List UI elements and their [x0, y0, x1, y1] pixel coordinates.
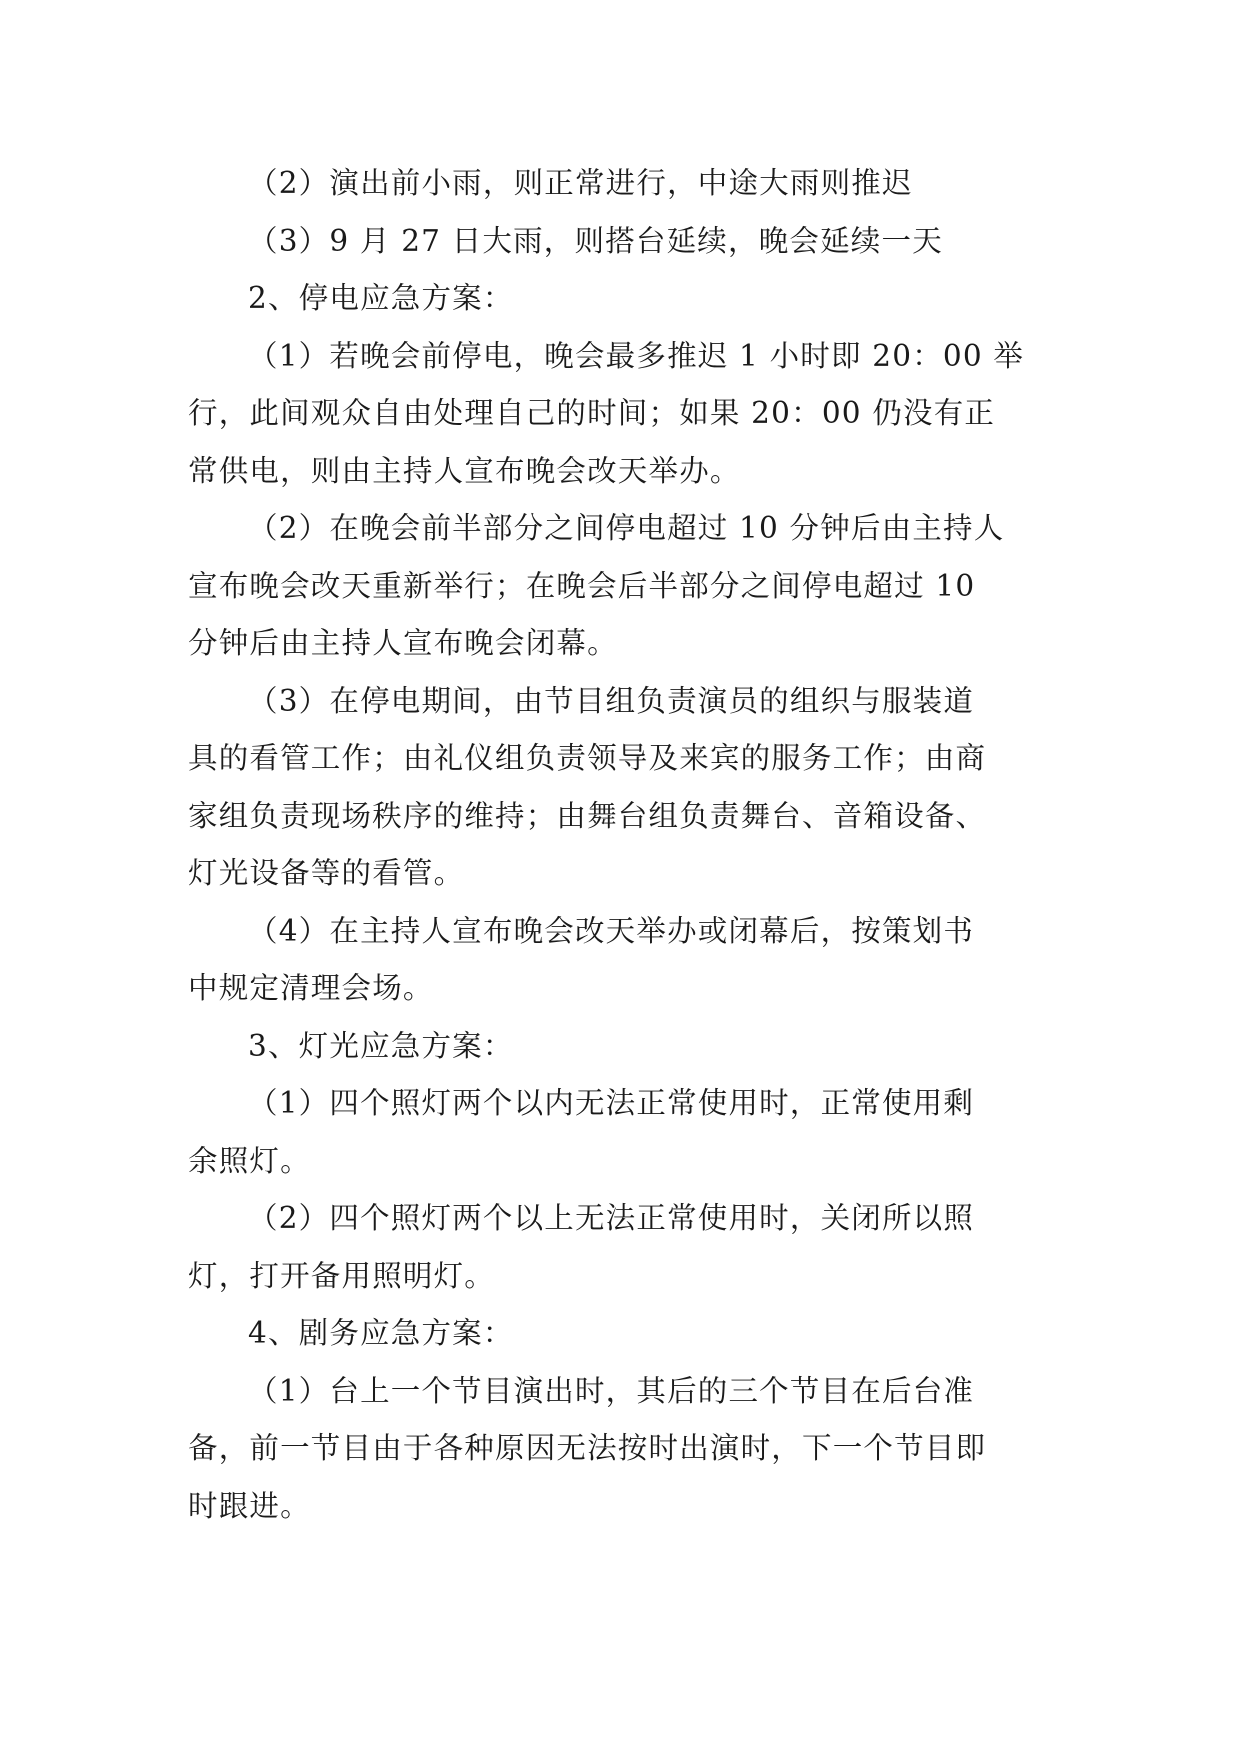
document-body: [188, 155, 1078, 1535]
text-line: 余照灯。: [188, 1143, 311, 1178]
text-line: （1）若晚会前停电，晚会最多推迟 1 小时即 20：00 举: [248, 338, 1025, 373]
text-line: 行，此间观众自由处理自己的时间；如果 20：00 仍没有正: [188, 396, 996, 430]
text-line: 家组负责现场秩序的维持；由舞台组负责舞台、音箱设备、: [188, 798, 987, 833]
text-line: （2）在晚会前半部分之间停电超过 10 分钟后由主持人: [248, 511, 1005, 545]
text-line: （1）四个照灯两个以内无法正常使用时，正常使用剩: [248, 1086, 975, 1120]
text-line: 中规定清理会场。: [188, 971, 434, 1005]
text-line: 宣布晚会改天重新举行；在晚会后半部分之间停电超过 10: [188, 568, 976, 603]
text-line: 灯，打开备用照明灯。: [188, 1258, 496, 1293]
section-heading: 4、剧务应急方案：: [248, 1316, 514, 1350]
text-line: 常供电，则由主持人宣布晚会改天举办。: [188, 453, 741, 488]
text-line: 备，前一节目由于各种原因无法按时出演时，下一个节目即: [188, 1431, 987, 1465]
text-line: （2）演出前小雨，则正常进行，中途大雨则推迟: [248, 166, 913, 200]
text-line: 具的看管工作；由礼仪组负责领导及来宾的服务工作；由商: [188, 741, 987, 775]
section-heading: 2、停电应急方案：: [248, 281, 514, 315]
text-line: 分钟后由主持人宣布晚会闭幕。: [188, 626, 618, 660]
section-heading: 3、灯光应急方案：: [248, 1028, 514, 1063]
text-line: 灯光设备等的看管。: [188, 856, 465, 890]
text-line: （1）台上一个节目演出时，其后的三个节目在后台准: [248, 1373, 975, 1408]
text-line: （3）在停电期间，由节目组负责演员的组织与服装道: [248, 683, 975, 718]
text-line: （2）四个照灯两个以上无法正常使用时，关闭所以照: [248, 1201, 975, 1235]
text-line: （4）在主持人宣布晚会改天举办或闭幕后，按策划书: [248, 913, 975, 948]
text-line: 时跟进。: [188, 1488, 311, 1523]
text-line: （3）9 月 27 日大雨，则搭台延续，晚会延续一天: [248, 223, 943, 258]
